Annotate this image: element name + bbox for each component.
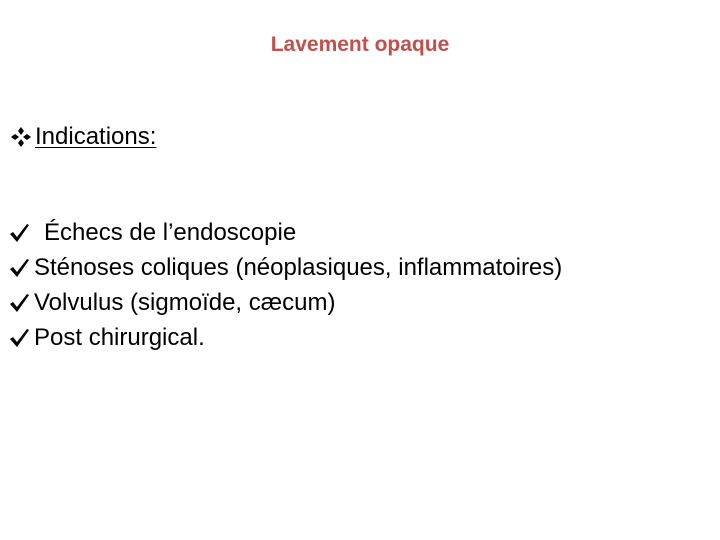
list-item-text: Sténoses coliques (néoplasiques, inflammatoires) xyxy=(34,253,563,281)
list-item-text: Échecs de l’endoscopie xyxy=(44,218,297,246)
list-item-text: Volvulus (sigmoïde, cæcum) xyxy=(34,288,336,316)
checkmark-icon xyxy=(8,257,30,279)
checkmark-icon xyxy=(8,327,30,349)
indications-list xyxy=(8,215,562,355)
list-item xyxy=(8,215,562,250)
section-label: Indications: xyxy=(35,123,157,150)
checkmark-icon xyxy=(8,222,30,244)
section-heading xyxy=(9,121,156,153)
list-item-text: Post chirurgical. xyxy=(34,323,205,351)
list-item xyxy=(8,250,562,285)
slide-title: Lavement opaque xyxy=(270,33,450,56)
diamond-bullet-icon xyxy=(9,125,33,149)
checkmark-icon xyxy=(8,292,30,314)
list-item xyxy=(8,285,562,320)
list-item xyxy=(8,320,562,355)
